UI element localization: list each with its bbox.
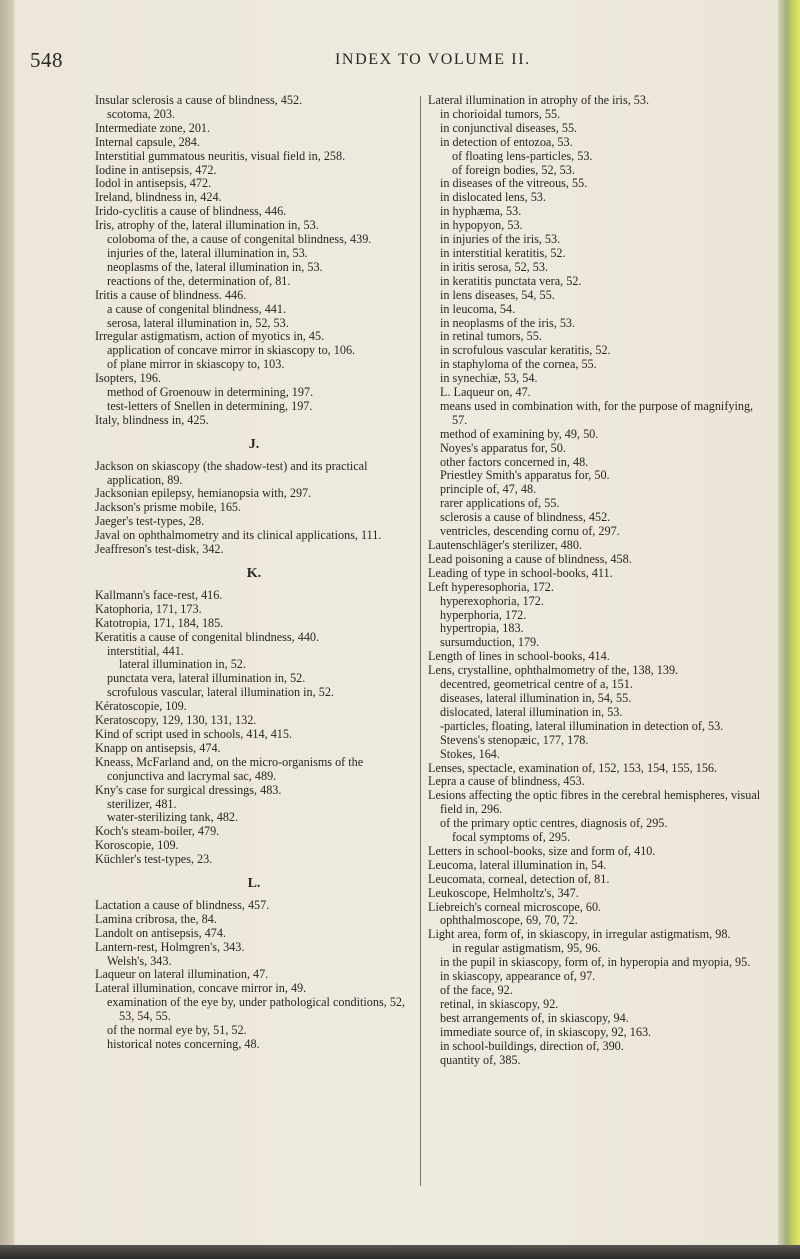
index-entry: in skiascopy, appearance of, 97.: [440, 969, 596, 984]
index-entry: serosa, lateral illumination in, 52, 53.: [107, 315, 289, 330]
index-entry: of the normal eye by, 51, 52.: [107, 1023, 247, 1038]
index-entry: in hyphæma, 53.: [440, 204, 522, 219]
index-entry: in synechiæ, 53, 54.: [440, 371, 538, 386]
index-entry: in keratitis punctata vera, 52.: [440, 273, 582, 288]
index-entry: L. Laqueur on, 47.: [440, 385, 531, 400]
index-entry: method of Groenouw in determining, 197.: [107, 385, 314, 400]
index-entry: Jacksonian epilepsy, hemianopsia with, 297.: [95, 486, 312, 501]
index-letter-heading: L.: [247, 876, 261, 892]
index-entry: Noyes's apparatus for, 50.: [440, 440, 566, 455]
index-entry: coloboma of the, a cause of congenital blindness, 439.: [107, 232, 372, 247]
index-entry: focal symptoms of, 295.: [452, 830, 571, 845]
column-divider: [420, 96, 421, 1186]
index-entry: Intermediate zone, 201.: [95, 120, 211, 135]
index-entry: Jaeger's test-types, 28.: [95, 514, 205, 529]
index-entry: Javal on ophthalmometry and its clinical applications, 111.: [95, 528, 382, 543]
index-entry: Insular sclerosis a cause of blindness, 452.: [95, 93, 303, 107]
index-entry: Irido-cyclitis a cause of blindness, 446.: [95, 204, 287, 219]
index-entry: ophthalmoscope, 69, 70, 72.: [440, 913, 578, 928]
index-entry: in interstitial keratitis, 52.: [440, 245, 566, 260]
index-entry: Lautenschläger's sterilizer, 480.: [428, 538, 582, 552]
index-entry: immediate source of, in skiascopy, 92, 163.: [440, 1024, 652, 1039]
index-entry: water-sterilizing tank, 482.: [107, 810, 239, 825]
index-entry: test-letters of Snellen in determining, 197.: [107, 398, 313, 413]
index-entry: a cause of congenital blindness, 441.: [107, 301, 287, 316]
index-entry: Jackson's prisme mobile, 165.: [95, 500, 242, 515]
index-entry: principle of, 47, 48.: [440, 482, 537, 497]
index-entry: of the face, 92.: [440, 983, 513, 997]
index-entry: sursumduction, 179.: [440, 635, 540, 650]
index-entry: Lateral illumination in atrophy of the iris, 53.: [428, 93, 650, 107]
index-entry: Kny's case for surgical dressings, 483.: [95, 782, 282, 797]
index-entry: Lens, crystalline, ophthalmometry of the, 138, 139.: [428, 663, 679, 678]
index-entry: hyperexophoria, 172.: [440, 593, 544, 608]
index-entry: ventricles, descending cornu of, 297.: [440, 524, 620, 539]
page-edge: [778, 0, 800, 1259]
index-entry: in iritis serosa, 52, 53.: [440, 259, 548, 274]
index-letter-heading: K.: [246, 566, 262, 581]
page-number: 548: [30, 48, 63, 72]
index-entry: scotoma, 203.: [107, 106, 176, 121]
index-entry: injuries of the, lateral illumination in, 53.: [107, 245, 308, 260]
index-entry: Irregular astigmatism, action of myotics in, 45.: [95, 329, 325, 344]
index-entry: Internal capsule, 284.: [95, 134, 200, 149]
index-entry: Lesions affecting the optic fibres in the cerebral hemispheres, visual field in, 296.: [428, 788, 761, 817]
index-entry: of the primary optic centres, diagnosis of, 295.: [440, 816, 668, 831]
index-entry: Stokes, 164.: [440, 746, 500, 761]
scan-bottom-edge: [0, 1245, 800, 1259]
index-entry: in regular astigmatism, 95, 96.: [452, 941, 601, 956]
index-entry: in hypopyon, 53.: [440, 218, 523, 233]
index-entry: means used in combination with, for the purpose of magnifying, 57.: [440, 398, 754, 427]
index-entry: diseases, lateral illumination in, 54, 55.: [440, 690, 632, 705]
index-entry: interstitial, 441.: [107, 643, 184, 658]
index-entry: Priestley Smith's apparatus for, 50.: [440, 468, 610, 483]
index-entry: hypertropia, 183.: [440, 621, 524, 636]
index-entry: Leucoma, lateral illumination in, 54.: [428, 857, 607, 872]
index-entry: Iritis a cause of blindness. 446.: [95, 287, 247, 302]
index-entry: of plane mirror in skiascopy to, 103.: [107, 357, 285, 372]
index-column-left: [95, 94, 413, 1052]
index-entry: Liebreich's corneal microscope, 60.: [428, 899, 602, 914]
index-entry: punctata vera, lateral illumination in, 52.: [107, 671, 306, 686]
index-entry: Knapp on antisepsis, 474.: [95, 740, 221, 755]
index-entry: sclerosis a cause of blindness, 452.: [440, 510, 611, 525]
index-entry: in retinal tumors, 55.: [440, 329, 542, 344]
index-entry: Koch's steam-boiler, 479.: [95, 824, 220, 839]
index-entry: Lenses, spectacle, examination of, 152, 153, 154, 155, 156.: [428, 760, 718, 775]
book-spine-shadow: [0, 0, 14, 1259]
index-entry: Lepra a cause of blindness, 453.: [428, 774, 585, 789]
index-entry: in lens diseases, 54, 55.: [440, 287, 555, 302]
index-entry: in injuries of the iris, 53.: [440, 232, 561, 247]
index-entry: historical notes concerning, 48.: [107, 1037, 260, 1051]
index-entry: reactions of the, determination of, 81.: [107, 273, 291, 288]
index-entry: Left hyperesophoria, 172.: [428, 579, 554, 594]
index-entry: other factors concerned in, 48.: [440, 454, 589, 469]
index-entry: Length of lines in school-books, 414.: [428, 649, 610, 664]
index-entry: Welsh's, 343.: [107, 953, 172, 968]
index-entry: scrofulous vascular, lateral illumination in, 52.: [107, 685, 334, 700]
index-entry: Keratitis a cause of congenital blindness, 440.: [95, 629, 320, 644]
index-entry: Leukoscope, Helmholtz's, 347.: [428, 885, 579, 900]
index-entry: Isopters, 196.: [95, 371, 162, 386]
index-entry: sterilizer, 481.: [107, 796, 177, 811]
index-entry: in neoplasms of the iris, 53.: [440, 315, 576, 330]
index-entry: quantity of, 385.: [440, 1052, 521, 1067]
index-entry: in diseases of the vitreous, 55.: [440, 176, 588, 191]
index-entry: in school-buildings, direction of, 390.: [440, 1038, 624, 1053]
index-entry: Letters in school-books, size and form of, 410.: [428, 843, 656, 858]
index-entry: Kallmann's face-rest, 416.: [95, 587, 223, 602]
index-entry: Jackson on skiascopy (the shadow-test) and its practical application, 89.: [95, 458, 368, 487]
index-entry: Lamina cribrosa, the, 84.: [95, 911, 217, 926]
index-entry: of floating lens-particles, 53.: [452, 148, 593, 163]
index-entry: in chorioidal tumors, 55.: [440, 106, 561, 121]
index-entry: Iodol in antisepsis, 472.: [95, 176, 212, 191]
index-entry: Landolt on antisepsis, 474.: [95, 925, 227, 940]
index-entry: Katotropia, 171, 184, 185.: [95, 615, 224, 630]
index-entry: Kneass, McFarland and, on the micro-organisms of the conjunctiva and lacrymal sac, 489.: [95, 754, 364, 783]
index-entry: Leucomata, corneal, detection of, 81.: [428, 871, 610, 886]
index-entry: retinal, in skiascopy, 92.: [440, 996, 559, 1011]
index-entry: Leading of type in school-books, 411.: [428, 565, 613, 580]
index-entry: Lantern-rest, Holmgren's, 343.: [95, 939, 245, 954]
index-entry: Jeaffreson's test-disk, 342.: [95, 542, 224, 557]
index-entry: Stevens's stenopæic, 177, 178.: [440, 732, 589, 747]
index-entry: in scrofulous vascular keratitis, 52.: [440, 343, 611, 358]
page-header: [0, 48, 800, 78]
index-entry: Lactation a cause of blindness, 457.: [95, 897, 270, 912]
index-entry: Koroscopie, 109.: [95, 838, 179, 853]
index-entry: application of concave mirror in skiascopy to, 106.: [107, 343, 356, 358]
index-entry: Katophoria, 171, 173.: [95, 601, 202, 616]
index-entry: Light area, form of, in skiascopy, in irregular astigmatism, 98.: [428, 927, 731, 942]
index-entry: examination of the eye by, under pathological conditions, 52, 53, 54, 55.: [107, 995, 406, 1024]
index-entry: in leucoma, 54.: [440, 301, 516, 316]
index-entry: in dislocated lens, 53.: [440, 190, 546, 205]
index-entry: of foreign bodies, 52, 53.: [452, 162, 575, 177]
index-entry: Laqueur on lateral illumination, 47.: [95, 967, 269, 982]
index-entry: lateral illumination in, 52.: [119, 657, 246, 672]
index-letter-heading: J.: [248, 436, 260, 452]
index-entry: Ireland, blindness in, 424.: [95, 190, 222, 205]
index-entry: in the pupil in skiascopy, form of, in hyperopia and myopia, 95.: [440, 955, 751, 970]
index-entry: Lateral illumination, concave mirror in, 49.: [95, 981, 307, 996]
index-entry: Keratoscopy, 129, 130, 131, 132.: [95, 713, 257, 728]
index-entry: Interstitial gummatous neuritis, visual field in, 258.: [95, 148, 346, 163]
index-column-right: [428, 94, 770, 1067]
index-entry: Kind of script used in schools, 414, 415.: [95, 726, 293, 741]
index-entry: Iris, atrophy of the, lateral illumination in, 53.: [95, 218, 319, 233]
index-entry: in staphyloma of the cornea, 55.: [440, 357, 597, 372]
index-entry: decentred, geometrical centre of a, 151.: [440, 677, 633, 692]
running-head: INDEX TO VOLUME II.: [335, 51, 531, 68]
index-entry: Kératoscopie, 109.: [95, 699, 187, 714]
index-entry: rarer applications of, 55.: [440, 496, 560, 511]
index-entry: in conjunctival diseases, 55.: [440, 120, 578, 135]
index-entry: -particles, floating, lateral illumination in detection of, 53.: [440, 718, 724, 733]
index-entry: neoplasms of the, lateral illumination in, 53.: [107, 259, 323, 274]
index-entry: method of examining by, 49, 50.: [440, 426, 599, 441]
index-entry: Italy, blindness in, 425.: [95, 412, 209, 427]
index-entry: Küchler's test-types, 23.: [95, 852, 213, 867]
index-entry: dislocated, lateral illumination in, 53.: [440, 704, 623, 719]
index-entry: Iodine in antisepsis, 472.: [95, 162, 217, 177]
index-entry: hyperphoria, 172.: [440, 607, 527, 622]
index-entry: best arrangements of, in skiascopy, 94.: [440, 1010, 629, 1025]
index-entry: in detection of entozoa, 53.: [440, 134, 573, 149]
index-entry: Lead poisoning a cause of blindness, 458.: [428, 551, 632, 566]
